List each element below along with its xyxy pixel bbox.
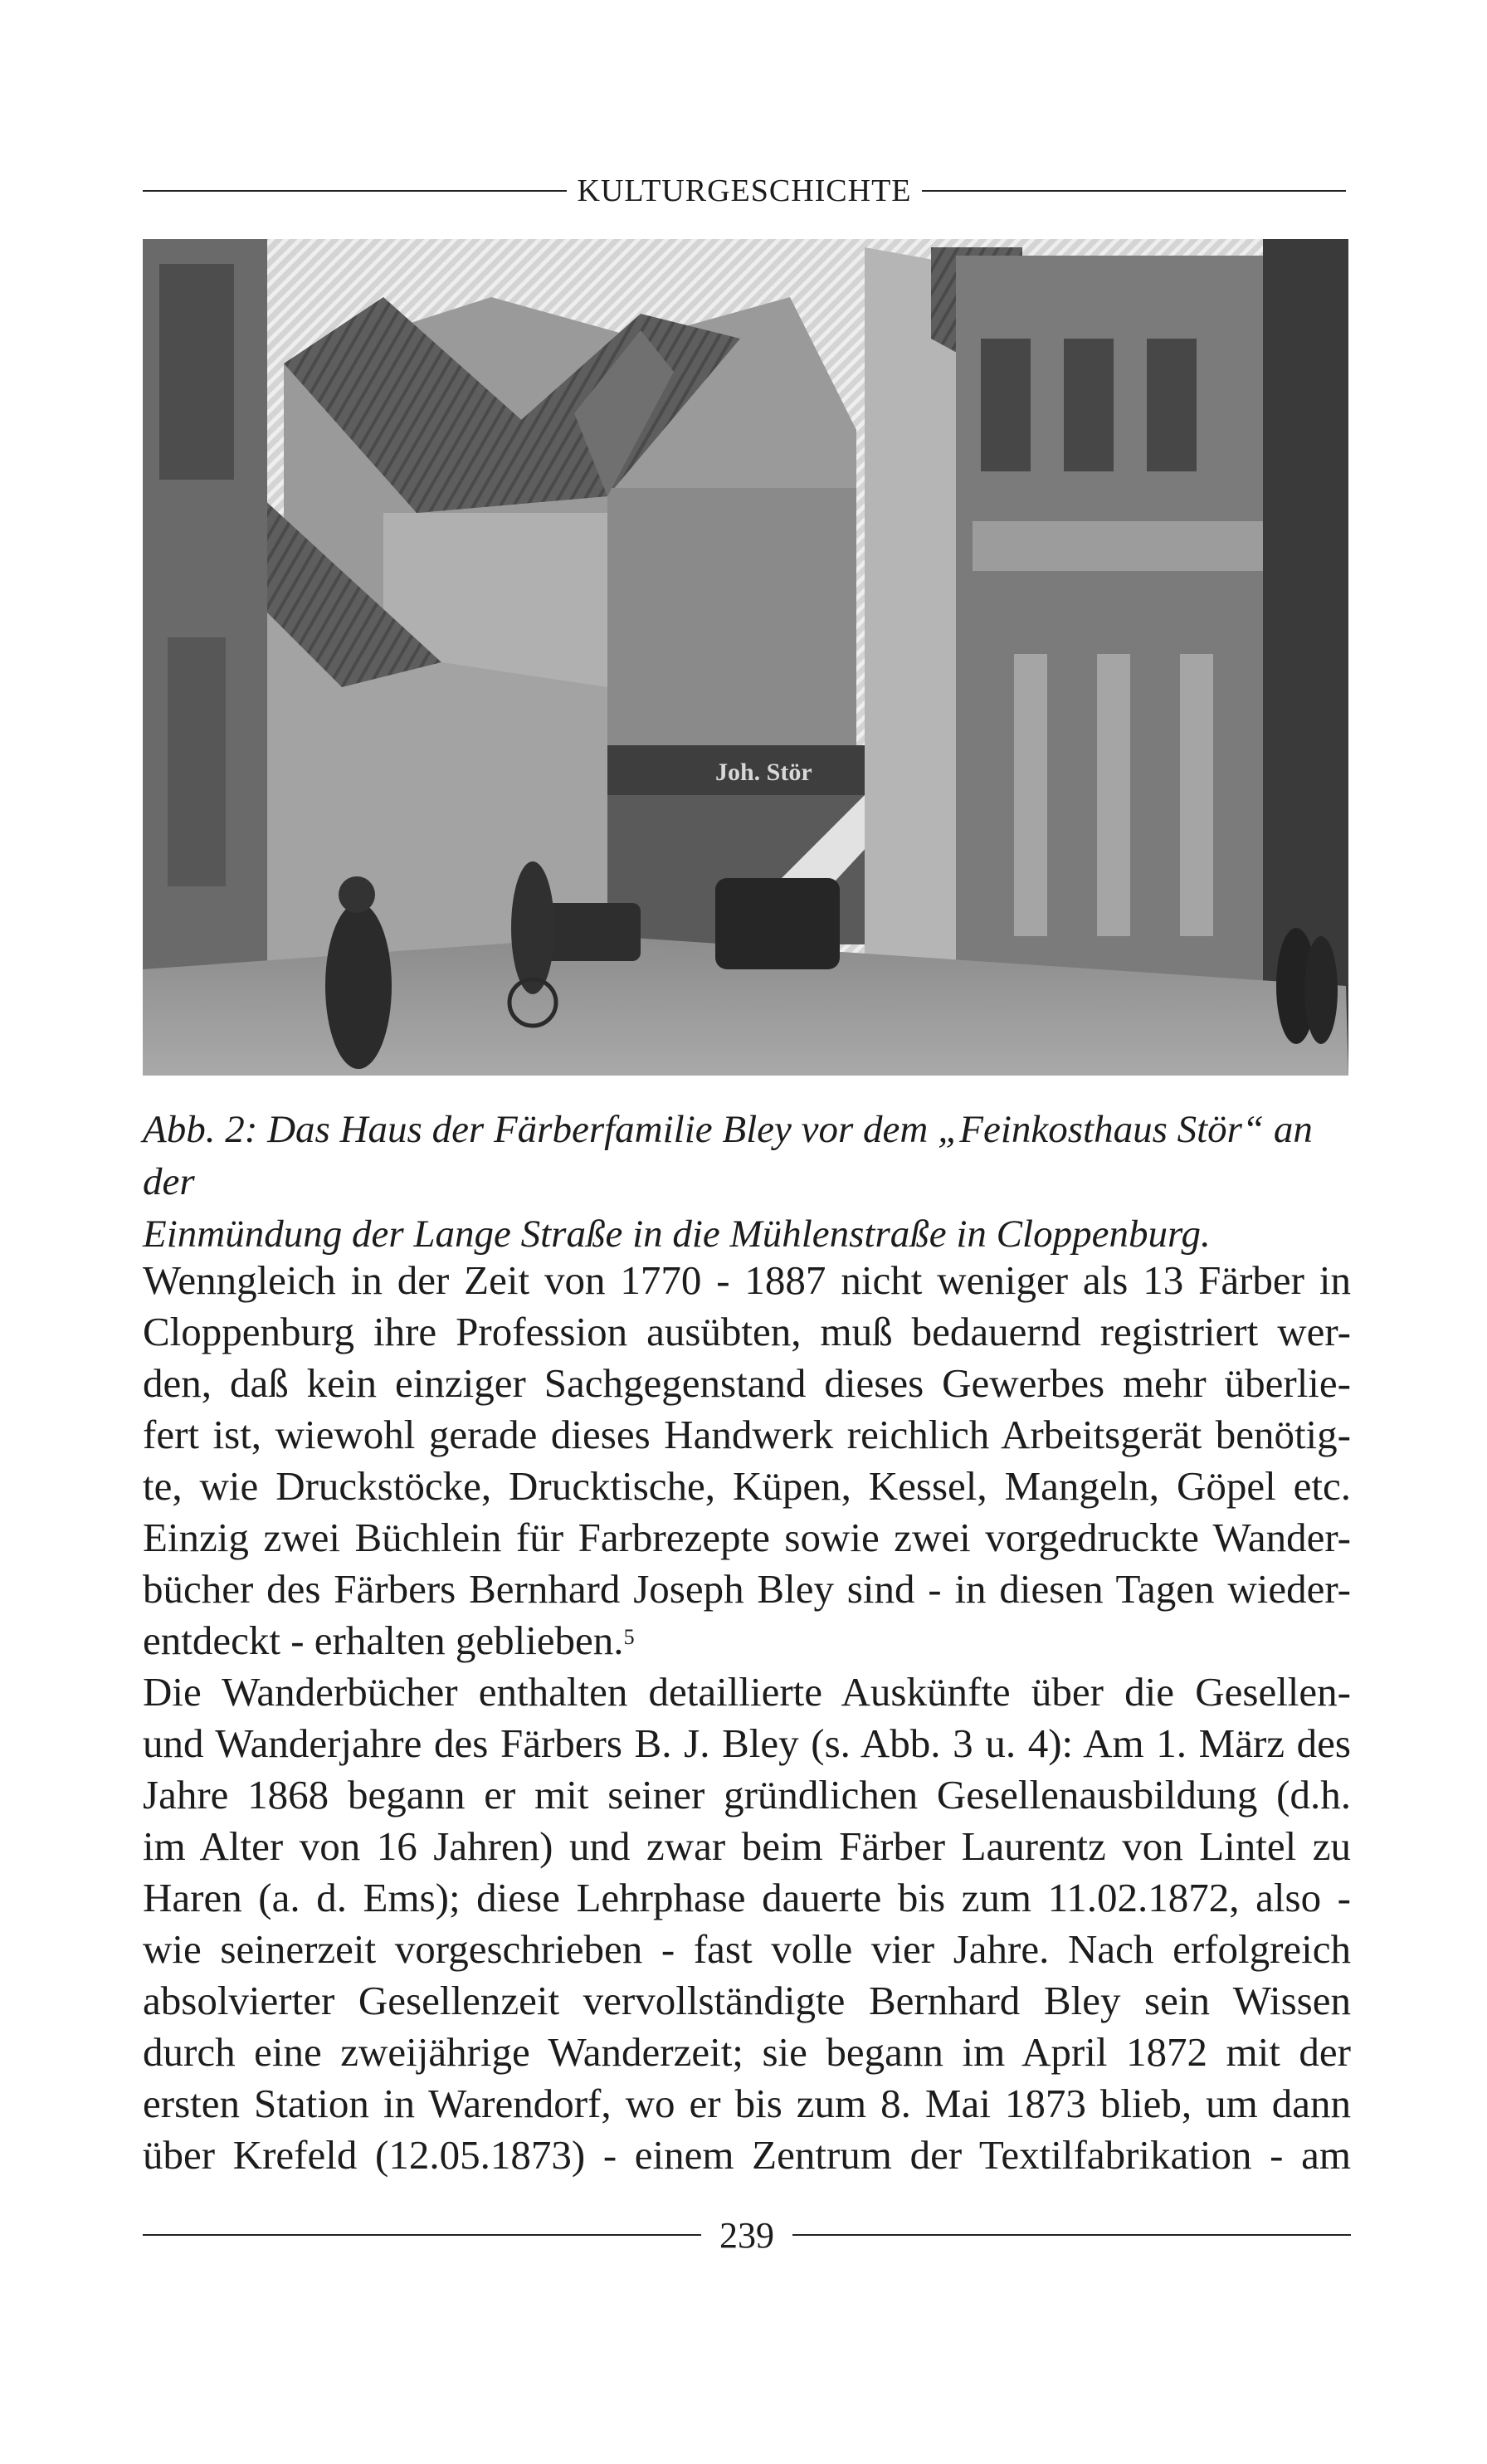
- text-line: te, wie Druckstöcke, Drucktische, Küpen, Kessel, Mangeln, Göpel etc.: [143, 1463, 1351, 1509]
- historic-street-photo: [143, 239, 1348, 1076]
- section-title: KULTURGESCHICHTE: [577, 173, 912, 208]
- footer-rule-left: [143, 2234, 701, 2236]
- text-line: durch eine zweijährige Wanderzeit; sie begann im April 1872 mit der: [143, 2029, 1351, 2075]
- caption-line: Abb. 2: Das Haus der Färberfamilie Bley vor dem „Feinkosthaus Stör“ an der: [143, 1108, 1313, 1203]
- header-rule-left: [143, 190, 567, 192]
- text-line: bücher des Färbers Bernhard Joseph Bley sind - in diesen Tagen wieder-: [143, 1566, 1351, 1612]
- text-line: ersten Station in Warendorf, wo er bis zum 8. Mai 1873 blieb, um dann: [143, 2081, 1351, 2126]
- body-text: [143, 1255, 1351, 2181]
- text-line: entdeckt - erhalten geblieben.: [143, 1617, 624, 1663]
- text-line: Wenngleich in der Zeit von 1770 - 1887 nicht weniger als 13 Färber in: [143, 1257, 1351, 1303]
- footnote-marker: 5: [623, 1625, 635, 1649]
- text-line: Cloppenburg ihre Profession ausübten, muß bedauernd registriert wer-: [143, 1309, 1351, 1354]
- running-header: [143, 166, 1346, 216]
- page-footer: [143, 2206, 1351, 2264]
- text-line: wie seinerzeit vorgeschrieben - fast volle vier Jahre. Nach erfolgreich: [143, 1926, 1351, 1972]
- text-line: über Krefeld (12.05.1873) - einem Zentrum der Textilfabrikation - am: [143, 2132, 1351, 2178]
- text-line: Einzig zwei Büchlein für Farbrezepte sowie zwei vorgedruckte Wander-: [143, 1515, 1351, 1560]
- text-line: fert ist, wiewohl gerade dieses Handwerk reichlich Arbeitsgerät benötig-: [143, 1412, 1351, 1457]
- text-line: im Alter von 16 Jahren) und zwar beim Färber Laurentz von Lintel zu: [143, 1823, 1351, 1869]
- text-line: Die Wanderbücher enthalten detaillierte Auskünfte über die Gesellen-: [143, 1669, 1351, 1715]
- page-number: 239: [719, 2214, 774, 2256]
- figure-caption: [143, 1104, 1351, 1261]
- text-line: Jahre 1868 begann er mit seiner gründlichen Gesellenausbildung (d.h.: [143, 1772, 1351, 1818]
- text-line: und Wanderjahre des Färbers B. J. Bley (s. Abb. 3 u. 4): Am 1. März des: [143, 1720, 1351, 1766]
- caption-line: Einmündung der Lange Straße in die Mühlenstraße in Cloppenburg.: [143, 1212, 1211, 1256]
- header-rule-right: [922, 190, 1346, 192]
- shop-sign: Joh. Stör: [715, 759, 812, 786]
- text-line-with-footnote: [143, 1615, 1351, 1666]
- text-line: Haren (a. d. Ems); diese Lehrphase dauerte bis zum 11.02.1872, also -: [143, 1875, 1351, 1920]
- photo-illustration: [143, 239, 1348, 1076]
- text-line: den, daß kein einziger Sachgegenstand dieses Gewerbes mehr überlie-: [143, 1360, 1351, 1406]
- text-line: absolvierter Gesellenzeit vervollständigte Bernhard Bley sein Wissen: [143, 1978, 1351, 2023]
- footer-rule-right: [792, 2234, 1351, 2236]
